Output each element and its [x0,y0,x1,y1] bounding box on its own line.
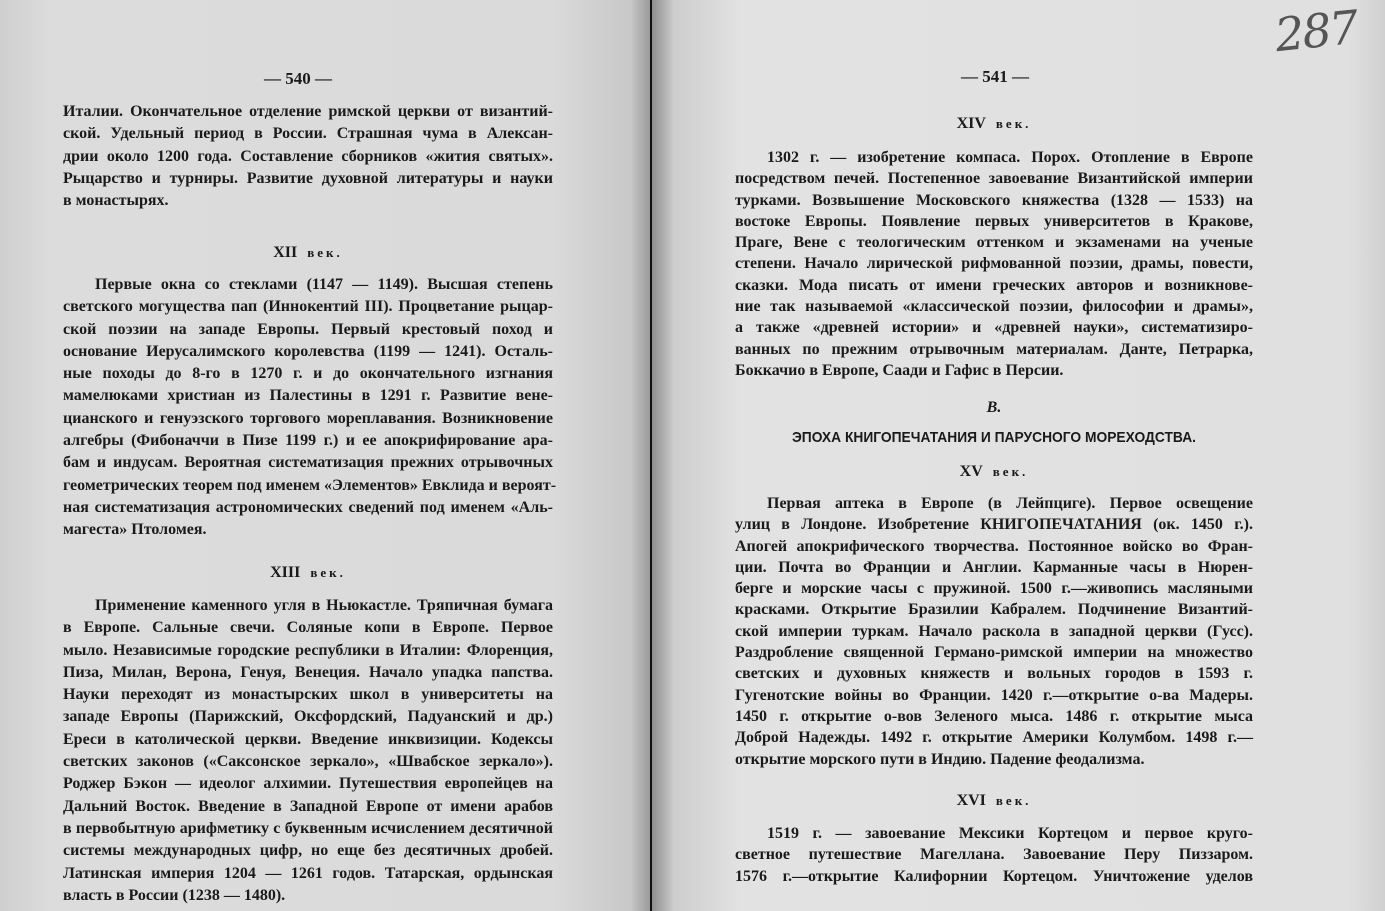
text-line: Раздробление священной Германо-римской империи на множество [735,644,1253,662]
text-line: Гугенотские войны во Франции. 1420 г.—открытие о-ва Мадеры. [735,686,1253,704]
text-line: в первобытную арифметику с буквенным исчислением десятичной [63,819,553,837]
text-line: Науки переходят из монастырских школ в университеты на [63,686,553,704]
text-line: сказки. Мода писать от имени греческих авторов и возникнове- [735,276,1253,294]
handwritten-page-number: 287 [1272,0,1360,63]
text-line: Роджер Бэкон — идеолог алхимии. Путешествия европейцев на [63,775,553,793]
century-word: век. [995,116,1032,131]
century-numeral: XV [959,463,983,480]
text-line: турками. Возвышение Московского княжества (1328 — 1533) на [735,191,1253,209]
text-line: Первая аптека в Европе (в Лейпциге). Первое освещение [767,495,1253,512]
page-number: — 540 — [264,69,332,88]
century-numeral: XIV [956,115,986,132]
text-line: а также «древней истории» и «древней науки», систематизиро- [735,319,1253,337]
text-line: цианского и генуэзского торгового мореплавания. Возникновение [63,409,553,427]
text-line: улиц в Лондоне. Изобретение КНИГОПЕЧАТАНИЯ (ок. 1450 г.). [735,516,1253,534]
right-page [652,0,1385,911]
century-numeral: XIII [270,564,301,581]
text-line: Пиза, Милан, Верона, Генуя, Венеция. Начало упадка папства. [63,663,553,681]
text-line: власть в России (1238 — 1480). [63,886,286,904]
text-line: 1450 г. открытие о-вов Зеленого мыса. 1486 г. открытие мыса [735,707,1253,725]
text-line: открытие морского пути в Индию. Падение феодализма. [735,750,1145,768]
text-line: Праге, Вене с теологическим оттенком и экзаменами на ученые [735,234,1253,252]
text-line: красками. Открытие Бразилии Кабралем. Подчинение Византий- [735,601,1253,619]
text-line: берге и морские часы с пружиной. 1500 г.—живопись масляными [735,580,1253,598]
text-line: Доброй Надежды. 1492 г. открытие Америки Колумбом. 1498 г.— [735,729,1253,747]
text-line: востоке Европы. Появление первых университетов в Кракове, [735,212,1253,230]
paragraph [63,274,557,542]
paragraph [735,147,1253,381]
text-line: светских законов («Саксонское зеркало», «Швабское зеркало»). [63,753,553,771]
century-heading [63,244,553,262]
text-line: степени. Начало лирической рифмованной поэзии, драмы, повести, [735,255,1253,273]
text-line: Применение каменного угля в Ньюкастле. Тряпичная бумага [95,597,553,614]
century-word: век. [307,245,343,260]
century-heading [735,463,1253,481]
text-line: дрии около 1200 года. Составление сборников «жития святых». [63,147,553,165]
text-line: 1519 г. — завоевание Мексики Кортецом и первое круго- [767,825,1253,842]
century-heading [63,564,553,582]
text-line: геометрических теорем под именем «Элементов» Евклида и вероят- [63,476,557,494]
text-line: бам и индусам. Вероятная систематизация прежних отрывочных [63,454,553,472]
text-line: ванных по прежним отрывочным материалам. Данте, Петрарка, [735,340,1253,358]
text-line: 1576 г.—открытие Калифорнии Кортецом. Уничтожение уделов [735,867,1253,885]
text-line: системы международных цифр, но еще без десятичных дробей. [63,842,553,860]
text-line: посредством печей. Постепенное завоевание Византийской империи [735,170,1253,188]
century-heading [735,792,1253,810]
paragraph [63,101,553,212]
text-line: светского могущества пап (Иннокентий III). Процветание рыцар- [63,298,553,316]
text-line: светное путешествие Магеллана. Завоевание Перу Пиззаром. [735,846,1253,864]
text-line: Латинская империя 1204 — 1261 годов. Татарская, ордынская [63,864,553,882]
text-line: магеста» Птоломея. [63,521,207,539]
text-line: в Европе. Сальные свечи. Соляные копи в Европе. Первое [63,619,553,637]
text-line: Италии. Окончательное отделение римской церкви от византий- [63,103,553,120]
text-line: Ереси в католической церкви. Введение инквизиции. Кодексы [63,730,553,748]
text-line: ные походы до 8-го в 1270 г. и до окончательного изгнания [63,365,553,383]
text-line: Апогей апокрифического творчества. Постоянное войско во Фран- [735,537,1253,555]
text-line: светских и духовных княжеств и вольных городов в 1593 г. [735,665,1253,683]
text-line: ской империи туркам. Начало раскола в западной церкви (Гусс). [735,622,1253,640]
century-numeral: XII [273,244,298,261]
paragraph [735,493,1253,770]
text-line: Боккачио в Европе, Саади и Гафис в Персии. [735,361,1064,379]
text-line: основание Иерусалимского королевства (1199 — 1241). Осталь- [63,342,553,360]
century-heading [735,115,1253,133]
paragraph [63,595,553,907]
text-line: ской поэзии на западе Европы. Первый крестовый поход и [63,320,553,338]
page-number: — 541 — [961,67,1029,86]
text-line: западе Европы (Парижский, Оксфордский, Падуанский и др.) [63,708,553,726]
century-word: век. [995,793,1032,808]
text-line: ской. Удельный период в России. Страшная чума в Алексан- [63,125,553,143]
text-line: алгебры (Фибоначчи в Пизе 1199 г.) и ее апокрифирование ара- [63,432,553,450]
text-line: ная систематизация астрономических сведений под именем «Аль- [63,498,553,516]
century-word: век. [992,464,1029,479]
section-title: ЭПОХА КНИГОПЕЧАТАНИЯ И ПАРУСНОГО МОРЕХОДСТВА. [791,429,1197,446]
paragraph [735,823,1253,887]
text-line: Первые окна со стеклами (1147 — 1149). Высшая степень [95,276,553,293]
text-line: 1302 г. — изобретение компаса. Порох. Отопление в Европе [767,149,1253,166]
text-line: в монастырях. [63,192,169,210]
section-letter: В. [986,399,1002,416]
text-line: ции. Почта во Франции и Англии. Карманные часы в Нюрен- [735,558,1253,576]
century-word: век. [310,565,346,580]
century-numeral: XVI [956,792,986,809]
text-line: мамелюками христиан из Палестины в 1291 г. Развитие вене- [63,387,553,405]
text-line: Дальний Восток. Введение в Западной Европе от имени арабов [63,797,553,815]
left-page [0,0,650,911]
text-line: мыло. Независимые городские республики в Италии: Флоренция, [63,641,553,659]
text-line: Рыцарство и турниры. Развитие духовной литературы и науки [63,169,553,187]
text-line: ние так называемой «классической поэзии, философии и драмы», [735,298,1253,316]
